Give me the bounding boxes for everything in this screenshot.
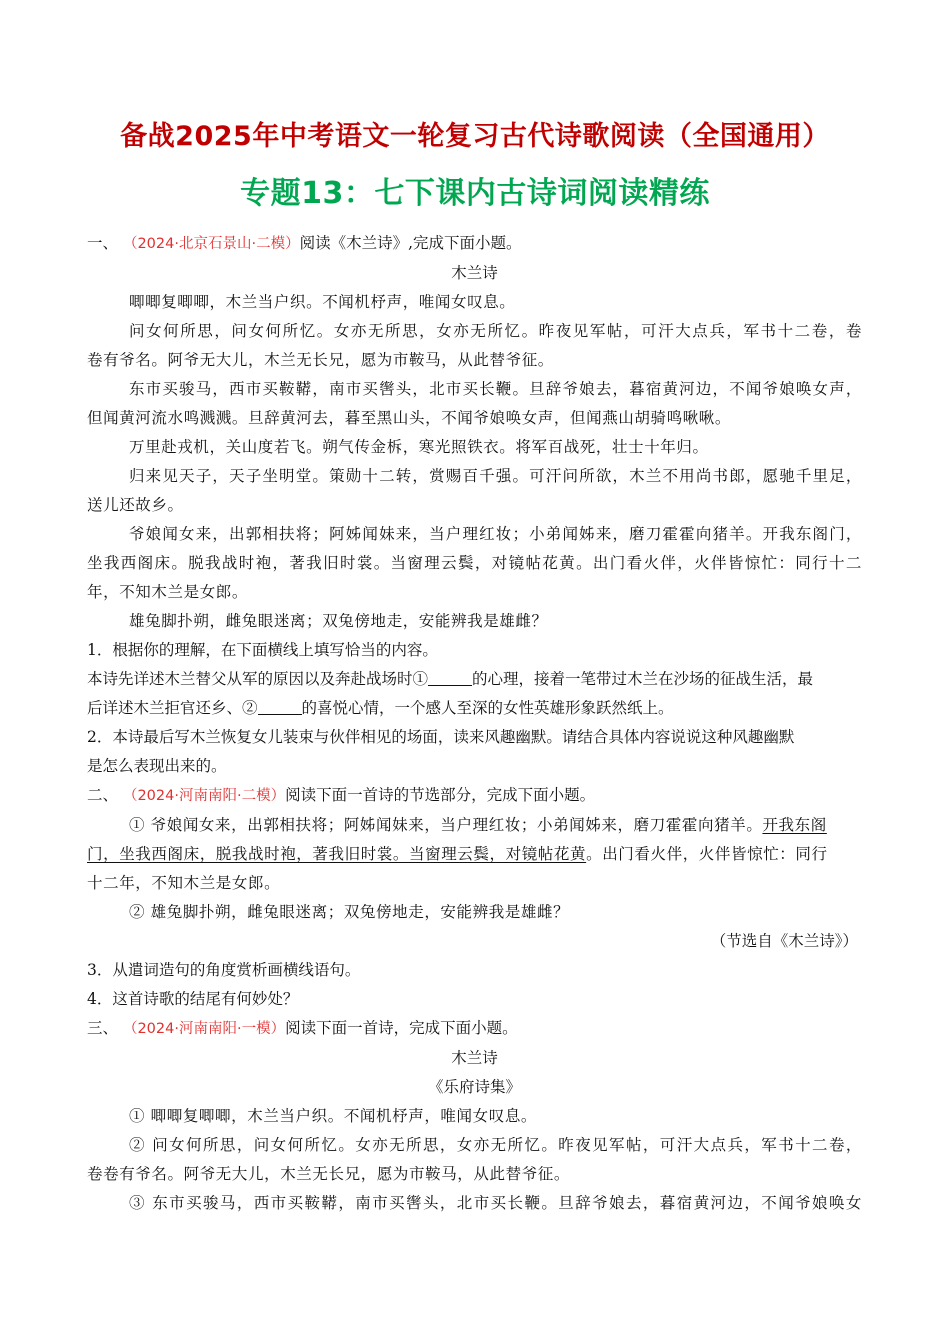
question-source: （2024·河南南阳·一模） <box>122 1021 286 1037</box>
sub-title: 专题13：七下课内古诗词阅读精练 <box>240 176 710 211</box>
section-3-header <box>87 1014 862 1044</box>
poem-line: ③ 东市买骏马，西市买鞍鞯，南市买辔头，北市买长鞭。旦辞爷娘去，暮宿黄河边，不闻爷娘唤女 <box>129 1194 862 1212</box>
poem-text: 。出门看火伴，火伴皆惊忙：同行 <box>586 845 828 863</box>
poem-line: 问女何所思，问女何所忆。女亦无所思，女亦无所忆。昨夜见军帖，可汗大点兵，军书十二卷，卷 <box>129 322 862 340</box>
section-number: 三、 <box>87 1019 119 1037</box>
section-instruction: 阅读下面一首诗，完成下面小题。 <box>285 1019 518 1037</box>
section-1-header <box>87 229 862 259</box>
question-3: 3．从遣词造句的角度赏析画横线语句。 <box>87 961 361 979</box>
question-text: 后详述木兰拒官还乡、② <box>87 699 258 717</box>
poem-line: 坐我西阁床。脱我战时袍，著我旧时裳。当窗理云鬓，对镜帖花黄。出门看火伴，火伴皆惊忙：同行十二 <box>87 554 862 572</box>
question-2-line: 2．本诗最后写木兰恢复女儿装束与伙伴相见的场面，读来风趣幽默。请结合具体内容说说这种风趣幽默 <box>87 728 795 746</box>
poem-line: ① 唧唧复唧唧，木兰当户织。不闻机杼声，唯闻女叹息。 <box>129 1107 538 1125</box>
poem-line: 归来见天子，天子坐明堂。策勋十二转，赏赐百千强。可汗问所欲，木兰不用尚书郎，愿驰千里足， <box>129 467 862 485</box>
poem-line: 雄兔脚扑朔，雌兔眼迷离；双兔傍地走，安能辨我是雄雌？ <box>129 612 548 630</box>
excerpt-note: （节选自《木兰诗》） <box>710 932 858 950</box>
poem-line: 东市买骏马，西市买鞍鞯，南市买辔头，北市买长鞭。旦辞爷娘去，暮宿黄河边，不闻爷娘唤女声， <box>129 380 862 398</box>
poem-line: 年，不知木兰是女郎。 <box>87 583 249 601</box>
poem-line: ② 雄兔脚扑朔，雌兔眼迷离；双兔傍地走，安能辨我是雄雌？ <box>129 903 570 921</box>
question-1-stem: 1．根据你的理解，在下面横线上填写恰当的内容。 <box>87 641 438 659</box>
poem-title: 木兰诗 <box>451 1049 498 1067</box>
poem-line: 送儿还故乡。 <box>87 496 184 514</box>
poem-line: 卷卷有爷名。阿爷无大儿，木兰无长兄，愿为市鞍马，从此替爷征。 <box>87 1165 571 1183</box>
poem-line: ② 问女何所思，问女何所忆。女亦无所思，女亦无所忆。昨夜见军帖，可汗大点兵，军书十二卷， <box>129 1136 862 1154</box>
question-source: （2024·北京石景山·二模） <box>122 236 300 252</box>
section-number: 一、 <box>87 234 119 252</box>
poem-line: 卷有爷名。阿爷无大儿，木兰无长兄，愿为市鞍马，从此替爷征。 <box>87 351 554 369</box>
section-instruction: 阅读下面一首诗的节选部分，完成下面小题。 <box>285 786 596 804</box>
poem-source: 《乐府诗集》 <box>427 1078 521 1096</box>
document-content <box>87 229 862 1218</box>
answer-blank-1[interactable] <box>428 669 472 686</box>
question-2-line: 是怎么表现出来的。 <box>87 757 227 775</box>
section-instruction: 阅读《木兰诗》,完成下面小题。 <box>299 234 522 252</box>
underlined-text: 开我东阁 <box>762 816 827 834</box>
question-1-text <box>87 694 862 723</box>
section-2-header <box>87 781 862 811</box>
poem-line: 万里赴戎机，关山度若飞。朔气传金柝，寒光照铁衣。将军百战死，壮士十年归。 <box>129 438 709 456</box>
poem-text: ① 爷娘闻女来，出郭相扶将；阿姊闻妹来，当户理红妆；小弟闻姊来，磨刀霍霍向猪羊。 <box>129 816 763 834</box>
main-title: 备战2025年中考语文一轮复习古代诗歌阅读（全国通用） <box>120 121 830 152</box>
poem-line <box>87 840 862 869</box>
poem-line <box>87 811 862 840</box>
poem-title: 木兰诗 <box>451 264 498 282</box>
underlined-text: 门，坐我西阁床，脱我战时袍，著我旧时裳。当窗理云鬓，对镜帖花黄 <box>87 845 587 863</box>
question-text: 本诗先详述木兰替父从军的原因以及奔赴战场时① <box>87 670 429 688</box>
poem-line: 但闻黄河流水鸣溅溅。旦辞黄河去，暮至黑山头，不闻爷娘唤女声，但闻燕山胡骑鸣啾啾。 <box>87 409 732 427</box>
section-number: 二、 <box>87 786 119 804</box>
question-text: 的喜悦心情，一个感人至深的女性英雄形象跃然纸上。 <box>301 699 674 717</box>
question-1-text <box>87 665 862 694</box>
answer-blank-2[interactable] <box>258 698 302 715</box>
poem-line: 唧唧复唧唧，木兰当户织。不闻机杼声，唯闻女叹息。 <box>129 293 516 311</box>
poem-line: 爷娘闻女来，出郭相扶将；阿姊闻妹来，当户理红妆；小弟闻姊来，磨刀霍霍向猪羊。开我东阁门， <box>129 525 862 543</box>
question-text: 的心理，接着一笔带过木兰在沙场的征战生活，最 <box>472 670 814 688</box>
question-4: 4．这首诗歌的结尾有何妙处？ <box>87 990 299 1008</box>
poem-line: 十二年，不知木兰是女郎。 <box>87 874 281 892</box>
question-source: （2024·河南南阳·二模） <box>122 788 286 804</box>
